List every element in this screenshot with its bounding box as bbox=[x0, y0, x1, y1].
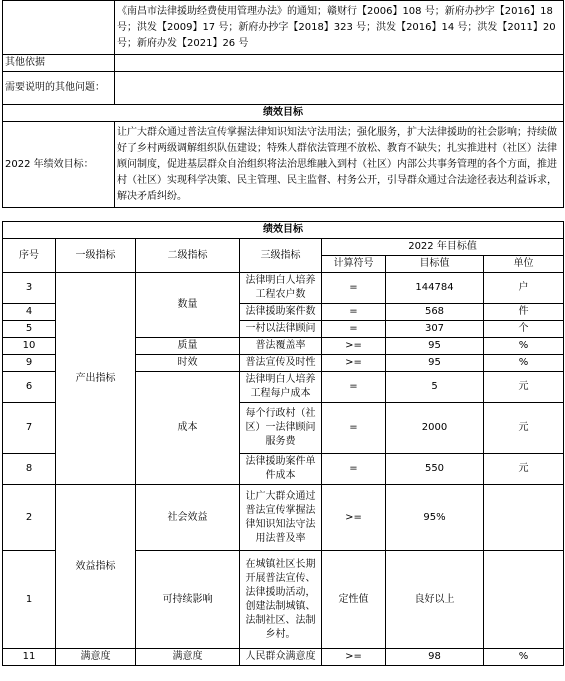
row-symbol: = bbox=[322, 372, 386, 403]
row-value: 95% bbox=[386, 485, 484, 551]
row-value: 568 bbox=[386, 304, 484, 321]
level2-cost: 成本 bbox=[136, 372, 240, 485]
row-seq: 3 bbox=[3, 273, 56, 304]
row-level3: 在城镇社区长期开展普法宣传、法律援助活动，创建法制城镇、法制社区、法制乡村。 bbox=[240, 551, 322, 649]
indicators-table bbox=[2, 221, 564, 666]
col-level2: 二级指标 bbox=[136, 239, 240, 273]
level1-benefit: 效益指标 bbox=[56, 485, 136, 649]
row-unit: % bbox=[484, 355, 564, 372]
row-unit: 元 bbox=[484, 403, 564, 454]
row-symbol: = bbox=[322, 403, 386, 454]
row-seq: 10 bbox=[3, 338, 56, 355]
policy-text: 《南昌市法律援助经费使用管理办法》的通知；赣财行【2006】108 号；新府办抄字【2016】18 号；洪发【2009】17 号；新府办抄字【2018】323 号；洪发【2016】14 号；洪发【2011】20 号；新府办发【2021】26 号 bbox=[115, 1, 564, 55]
row-symbol: >= bbox=[322, 338, 386, 355]
row-value: 144784 bbox=[386, 273, 484, 304]
year-goal-label: 2022 年绩效目标： bbox=[3, 122, 115, 208]
row-symbol: = bbox=[322, 304, 386, 321]
row-value: 5 bbox=[386, 372, 484, 403]
row-level3: 每个行政村（社区）一法律顾问服务费 bbox=[240, 403, 322, 454]
row-level3: 一村以法律顾问 bbox=[240, 321, 322, 338]
row-level3: 法律援助案件数 bbox=[240, 304, 322, 321]
row-unit: 元 bbox=[484, 372, 564, 403]
col-value: 目标值 bbox=[386, 256, 484, 273]
row-unit: 件 bbox=[484, 304, 564, 321]
row-seq: 5 bbox=[3, 321, 56, 338]
row-value: 95 bbox=[386, 355, 484, 372]
row-symbol: 定性值 bbox=[322, 551, 386, 649]
row-unit: 元 bbox=[484, 454, 564, 485]
row-level2: 质量 bbox=[136, 338, 240, 355]
performance-header: 绩效目标 bbox=[3, 105, 564, 122]
row-value: 307 bbox=[386, 321, 484, 338]
other-basis-value bbox=[115, 55, 564, 72]
other-notes-value bbox=[115, 72, 564, 105]
row-level3: 让广大群众通过普法宣传掌握法律知识知法守法用法普及率 bbox=[240, 485, 322, 551]
table-row bbox=[3, 649, 564, 666]
row-level3: 法律明白人培养工程每户成本 bbox=[240, 372, 322, 403]
other-notes-label: 需要说明的其他问题： bbox=[3, 72, 115, 105]
row-value: 98 bbox=[386, 649, 484, 666]
row-seq: 8 bbox=[3, 454, 56, 485]
policy-basis-table bbox=[2, 0, 564, 208]
row-unit: % bbox=[484, 338, 564, 355]
row-unit: % bbox=[484, 649, 564, 666]
indicators-title: 绩效目标 bbox=[3, 222, 564, 239]
row-value: 良好以上 bbox=[386, 551, 484, 649]
row-symbol: = bbox=[322, 321, 386, 338]
level2-social: 社会效益 bbox=[136, 485, 240, 551]
row-symbol: = bbox=[322, 454, 386, 485]
col-symbol: 计算符号 bbox=[322, 256, 386, 273]
level2-quantity: 数量 bbox=[136, 273, 240, 338]
year-goal-text: 让广大群众通过普法宣传掌握法律知识知法守法用法；强化服务，扩大法律援助的社会影响；持续做好了乡村两级调解组织队伍建设；特殊人群依法管理不放松、教育不缺失；扎实推进村（社区）法律顾问制度，促进基层群众自治组织将法治思维融入到村（社区）内部公共事务管理的各个方面，推进村（社区）实现科学决策、民主管理、民主监督、村务公开，引导群众通过合法途径表达利益诉求，解决矛盾纠纷。 bbox=[115, 122, 564, 208]
row-symbol: = bbox=[322, 273, 386, 304]
row-unit bbox=[484, 551, 564, 649]
row-level3: 普法宣传及时性 bbox=[240, 355, 322, 372]
col-unit: 单位 bbox=[484, 256, 564, 273]
row-seq: 11 bbox=[3, 649, 56, 666]
col-seq: 序号 bbox=[3, 239, 56, 273]
row-symbol: >= bbox=[322, 485, 386, 551]
row-unit bbox=[484, 485, 564, 551]
row-seq: 9 bbox=[3, 355, 56, 372]
row-level3: 法律援助案件单件成本 bbox=[240, 454, 322, 485]
col-level1: 一级指标 bbox=[56, 239, 136, 273]
row-level2: 满意度 bbox=[136, 649, 240, 666]
row-unit: 户 bbox=[484, 273, 564, 304]
row-seq: 1 bbox=[3, 551, 56, 649]
row-value: 95 bbox=[386, 338, 484, 355]
policy-label-cell bbox=[3, 1, 115, 55]
row-level1: 满意度 bbox=[56, 649, 136, 666]
col-target-group: 2022 年目标值 bbox=[322, 239, 564, 256]
col-level3: 三级指标 bbox=[240, 239, 322, 273]
row-level3: 普法覆盖率 bbox=[240, 338, 322, 355]
level1-output: 产出指标 bbox=[56, 273, 136, 485]
row-value: 550 bbox=[386, 454, 484, 485]
row-seq: 7 bbox=[3, 403, 56, 454]
table-row bbox=[3, 273, 564, 304]
row-symbol: >= bbox=[322, 649, 386, 666]
row-unit: 个 bbox=[484, 321, 564, 338]
other-basis-label: 其他依据 bbox=[3, 55, 115, 72]
level2-sustain: 可持续影响 bbox=[136, 551, 240, 649]
row-seq: 2 bbox=[3, 485, 56, 551]
row-level3: 人民群众满意度 bbox=[240, 649, 322, 666]
row-seq: 4 bbox=[3, 304, 56, 321]
row-symbol: >= bbox=[322, 355, 386, 372]
row-level2: 时效 bbox=[136, 355, 240, 372]
table-row bbox=[3, 485, 564, 551]
row-seq: 6 bbox=[3, 372, 56, 403]
row-level3: 法律明白人培养工程农户数 bbox=[240, 273, 322, 304]
row-value: 2000 bbox=[386, 403, 484, 454]
